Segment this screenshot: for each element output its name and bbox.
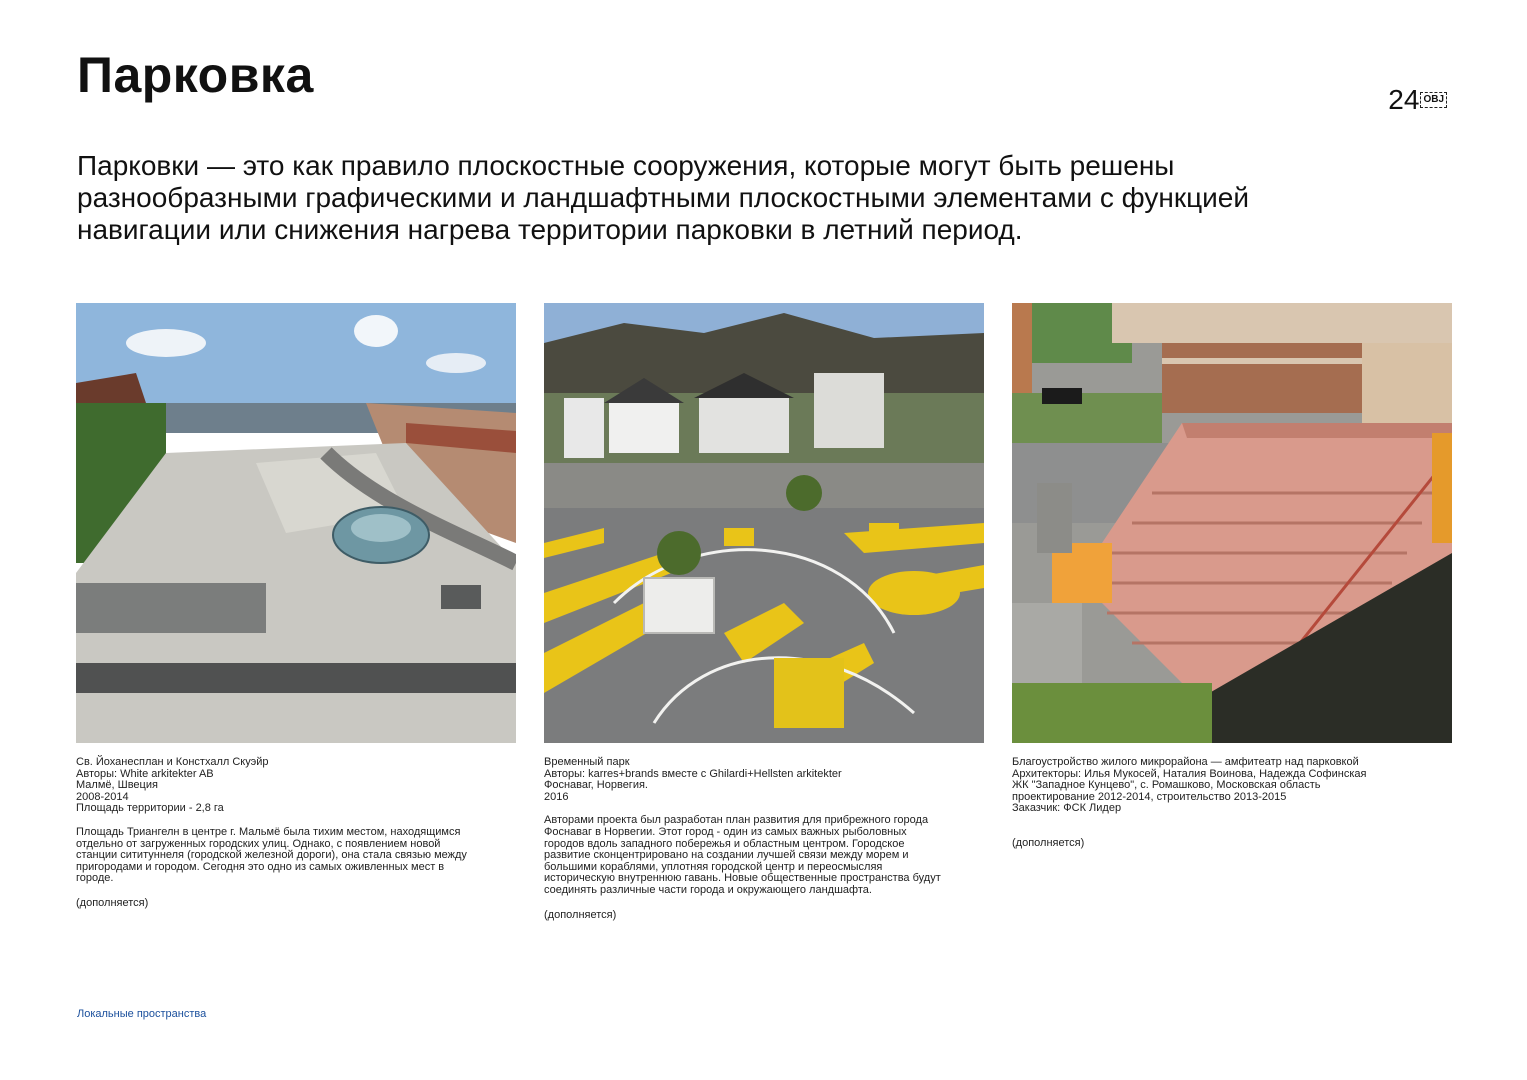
meta-line: проектирование 2012-2014, строительство 2013-2015 [1012,790,1287,803]
meta-line: Малмё, Швеция [76,779,158,792]
photo-malmo-square [76,303,516,743]
meta-line: Временный парк [544,756,630,768]
desc-line: городе. [76,872,114,885]
page-title: Парковка [77,47,314,103]
project-card-malmo [76,303,516,909]
project-note: (дополняется) [76,896,149,909]
desc-line: городов вдоль западного побережья и областным центром. Городское [544,837,905,850]
desc-line: большими кораблями, уплотняя городской центр и переосмысляя [544,860,883,873]
project-card-fosnavag [544,303,984,921]
desc-line: Авторами проекта был разработан план развития для прибрежного города [544,814,929,827]
desc-line: Площадь Триангелн в центре г. Мальмё была тихим местом, находящимся [76,825,461,838]
desc-line: станции сититуннеля (городской железной дороги), она стала связью между [76,849,467,862]
desc-line: развитие сконцентрировано на создании лучшей связи между морем и [544,849,909,862]
meta-line: Авторы: White arkitekter AB [76,767,214,780]
lead-line: разнообразными графическими и ландшафтными плоскостными элементами с функцией [77,182,1249,213]
obj-glyph: OBJ [1420,92,1447,108]
lead-paragraph [77,150,1397,246]
project-meta [544,757,984,803]
desc-line: историческую внутреннюю гавань. Новые общественные пространства будут [544,872,941,885]
meta-line: Площадь территории - 2,8 га [76,802,224,815]
meta-line: Св. Йоханесплан и Констхалл Скуэйр [76,756,269,768]
lead-line: Парковки — это как правило плоскостные сооружения, которые могут быть решены [77,150,1175,181]
meta-line: Благоустройство жилого микрорайона — амфитеатр над парковкой [1012,756,1359,768]
project-card-amphitheatre [1012,303,1452,849]
project-note: (дополняется) [1012,836,1085,849]
meta-line: 2016 [544,790,569,803]
desc-line: соединять различные части города и окружающего ландшафта. [544,883,872,896]
project-description [76,827,516,885]
meta-line: Заказчик: ФСК Лидер [1012,802,1122,815]
photo-temporary-park [544,303,984,743]
project-description [544,815,984,896]
desc-line: пригородами и городом. Сегодня это одно из самых оживленных мест в [76,860,445,873]
project-meta [76,757,516,815]
page-number-value: 24 [1388,84,1420,115]
desc-line: отдельно от загруженных городских улиц. Однако, с появлением новой [76,837,441,850]
photo-amphitheatre [1012,303,1452,743]
lead-line: навигации или снижения нагрева территории парковки в летний период. [77,214,1023,245]
project-note: (дополняется) [544,908,617,921]
meta-line: Авторы: karres+brands вместе с Ghilardi+Hellsten arkitekter [544,767,842,780]
meta-line: ЖК "Западное Кунцево", с. Ромашково, Московская область [1012,779,1321,792]
meta-line: 2008-2014 [76,790,129,803]
meta-line: Фоснаваг, Норвегия. [544,779,648,792]
desc-line: Фоснаваг в Норвегии. Этот город - один из самых важных рыболовных [544,825,907,838]
footer-section-link[interactable]: Локальные пространства [77,1008,207,1020]
page-number [1388,86,1447,114]
project-meta [1012,757,1452,815]
meta-line: Архитекторы: Илья Мукосей, Наталия Воинова, Надежда Софинская [1012,767,1367,780]
